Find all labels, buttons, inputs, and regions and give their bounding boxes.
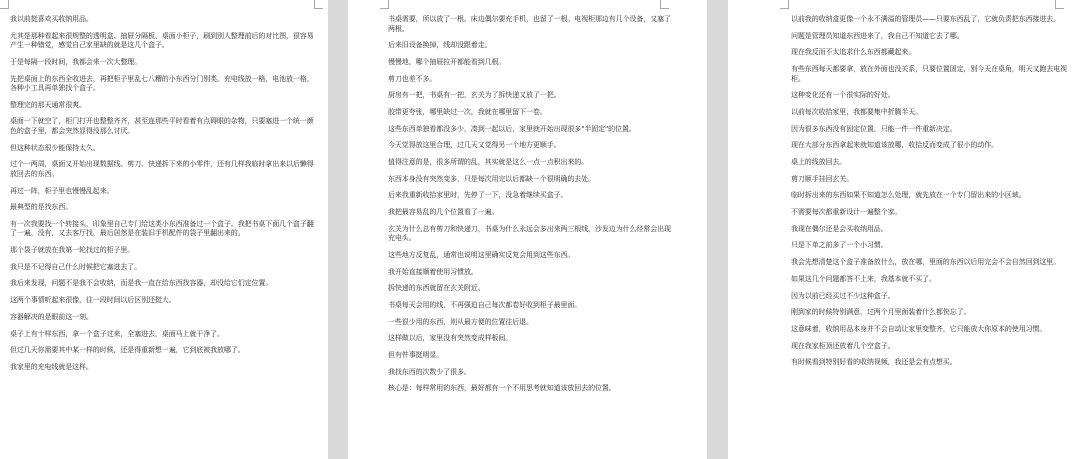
page-1-body	[10, 15, 315, 380]
paragraph: 这两个事情听起来很像，往一段时间以后区别还挺大。	[10, 296, 176, 305]
paragraph: 慢慢地，哪个抽屉拉开都能看到几根。	[388, 57, 506, 66]
paragraph: 我找东西的次数少了很多。	[388, 367, 471, 376]
page-corner-mark	[380, 0, 389, 9]
paragraph: 我开始直接顺着使用习惯放。	[388, 267, 478, 276]
paragraph: 只是下单之前多了一个小习惯。	[791, 241, 888, 250]
paragraph: 整理完的那天通常很爽。	[10, 100, 86, 109]
paragraph: 但有件事挺明显。	[388, 351, 444, 360]
paragraph: 书桌需要，所以放了一根。床边偶尔要充手机，也留了一根。电视柜那边有几个设备，又塞了两根。	[388, 15, 671, 33]
paragraph: 最典型的是找东西。	[10, 203, 73, 212]
paragraph: 我以前挺喜欢买收纳用品。	[10, 15, 93, 23]
paragraph: 但过几天你需要其中某一样的时候，还是得重新想一遍，它到底被我放哪了。	[10, 346, 245, 355]
paragraph: 桌子上有十样东西，拿一个盒子过来，全塞进去，桌面马上就干净了。	[10, 329, 224, 338]
paragraph: 我家里的充电线就是这样。	[10, 362, 93, 371]
paragraph: 我会先想清楚这个盒子准备放什么，放在哪，里面的东西以后用完会不会自然回到这里。	[791, 258, 1061, 267]
paragraph: 尤其是那种看起来很规整的透明盒、抽屉分隔板、桌面小柜子，刷到别人整理前后的对比图，很容易产生一种错觉，感觉自己家里缺的就是这几个盒子。	[10, 31, 314, 50]
paragraph: 临时拆出来的东西如果不知道怎么处理，就先放在一个专门留出来的小区域。	[791, 191, 1026, 200]
page-corner-mark	[0, 0, 9, 9]
paragraph: 桌面一下就空了，柜门打开也整整齐齐，甚至连那些平时看着有点碍眼的杂物，只要塞进一个统一颜色的盒子里，都会突然显得没那么讨厌。	[10, 117, 314, 135]
paragraph: 我把最容易乱的几个位置看了一遍。	[388, 208, 499, 217]
paragraph: 我后来发现，问题不是我不会收纳，而是我一直在给东西找容器，却没给它们定位置。	[10, 279, 273, 288]
paragraph: 因为以前已经买过不少这种盒子。	[791, 291, 895, 300]
paragraph: 现在大部分东西拿起来就知道该放哪，收拾反而变成了很小的动作。	[791, 141, 998, 150]
paragraph: 剪刀也差不多。	[388, 74, 437, 83]
paragraph: 玄关为什么总有剪刀和快递刀，书桌为什么永远会多出来两三根线，沙发边为什么经常会出现充电头。	[388, 224, 671, 243]
paragraph: 值得注意的是，很多所谓的乱，其实就是这么一点一点积出来的。	[388, 158, 589, 166]
paragraph: 东西本身没有突然变多，只是每次用完以后都缺一个很明确的去处。	[388, 174, 595, 183]
paragraph: 我只是不记得自己什么时候把它塞进去了。	[10, 262, 142, 271]
paragraph: 过个一两周，桌面又开始出现数据线、剪刀、快递拆下来的小零件，还有几样我临时拿出来以后懒得放回去的东西。	[10, 160, 314, 178]
paragraph: 那个袋子就放在我第一轮找过的柜子里。	[10, 246, 135, 255]
paragraph: 这些东西单独看都没多少，凑到一起以后，家里就开始出现很多"半固定"的位置。	[388, 124, 636, 133]
document-page-3	[728, 0, 1080, 459]
paragraph: 如果这几个问题都答不上来，我基本就不买了。	[791, 274, 936, 283]
paragraph: 核心是：每样常用的东西，最好都有一个不用思考就知道该放回去的位置。	[388, 384, 616, 393]
page-3-body	[791, 15, 1067, 375]
paragraph: 剪刀顺手挂回玄关。	[791, 174, 854, 183]
page-corner-mark	[660, 0, 669, 9]
page-corner-mark	[1055, 0, 1064, 9]
paragraph: 这些地方反复乱，通常也说明这里确实反复会用到这些东西。	[388, 250, 575, 259]
page-2-body	[388, 15, 676, 401]
paragraph: 这意味着，收纳用品本身并不会自动让家里变整齐，它只能放大你原本的使用习惯。	[791, 324, 1047, 333]
paragraph: 于是每隔一段时间，我都会来一次大整理。	[10, 57, 142, 66]
paragraph: 这种变化还有一个很实际的好处。	[791, 91, 895, 100]
document-page-2	[348, 0, 707, 459]
paragraph: 不需要每次都重新设计一遍整个家。	[791, 208, 902, 217]
paragraph: 这样做以后，家里没有突然变成样板间。	[388, 334, 513, 343]
paragraph: 容器解决的是眼前这一刻。	[10, 312, 93, 321]
page-corner-mark	[314, 0, 323, 9]
paragraph: 先把桌面上的东西全收进去，再把柜子里乱七八糟的小东西分门别类。充电线放一格，电池放一格，各种小工具再单独找个盒子。	[10, 74, 314, 93]
paragraph: 桌上的线放回去。	[791, 158, 847, 166]
paragraph: 刚到家的时候特别满意，过两个月里面装着什么都快忘了。	[791, 308, 971, 317]
paragraph: 我现在偶尔还是会买收纳用品。	[791, 224, 888, 233]
paragraph: 以前我的收纳盒更像一个永不满溢的管理员——只要东西乱了，它就负责把东西接进去。	[791, 15, 1061, 23]
paragraph: 但这种状态很少能保持太久。	[10, 143, 100, 152]
paragraph: 书桌每天会用的线，不再强迫自己每次都卷好收到柜子最里面。	[388, 301, 582, 309]
paragraph: 有些东西每天都要拿，放在外面也没关系，只要位置固定，别今天在桌角，明天又跑去电视柜。	[791, 65, 1067, 83]
paragraph: 现在我家柜顶还放着几个空盒子。	[791, 341, 895, 350]
paragraph: 厨房有一把，书桌有一把，玄关为了拆快递又放了一把。	[388, 91, 561, 100]
paragraph: 再过一阵，柜子里也慢慢乱起来。	[10, 186, 114, 195]
paragraph: 问题是管理员知道东西进来了，我自己不知道它去了哪。	[791, 31, 964, 40]
paragraph: 有一次我要找一个转接头，印象里自己专门给这类小东西准备过一个盒子。我把书桌下面几个盒子翻了一遍，没有，又去客厅找，最后居然是在装旧手机配件的袋子里翻出来的。	[10, 219, 314, 238]
paragraph: 拆快递的东西就留在玄关附近。	[388, 284, 485, 293]
paragraph: 现在我反而不太追求什么东西都藏起来。	[791, 48, 916, 57]
paragraph: 一些很少用的东西，则从最方便的位置往后退。	[388, 317, 533, 326]
paragraph: 胶带更夸张，哪里缺过一次，我就在哪里留下一卷。	[388, 107, 547, 116]
paragraph: 有时候看到特别好看的收纳视频，我还是会有点想买。	[791, 358, 957, 367]
paragraph: 因为很多东西没有固定位置，只能一件一件重新决定。	[791, 124, 957, 133]
document-page-1	[0, 0, 328, 459]
paragraph: 后来我重新收拾家里时，先停了一下，没急着继续买盒子。	[388, 191, 568, 200]
paragraph: 以前每次收拾家里，我都要集中折腾半天。	[791, 107, 923, 116]
page-corner-mark	[780, 0, 789, 9]
paragraph: 后来旧设备换掉，线却没跟着走。	[388, 41, 492, 50]
paragraph: 今天觉得放这里合理，过几天又觉得另一个地方更顺手。	[388, 141, 561, 150]
